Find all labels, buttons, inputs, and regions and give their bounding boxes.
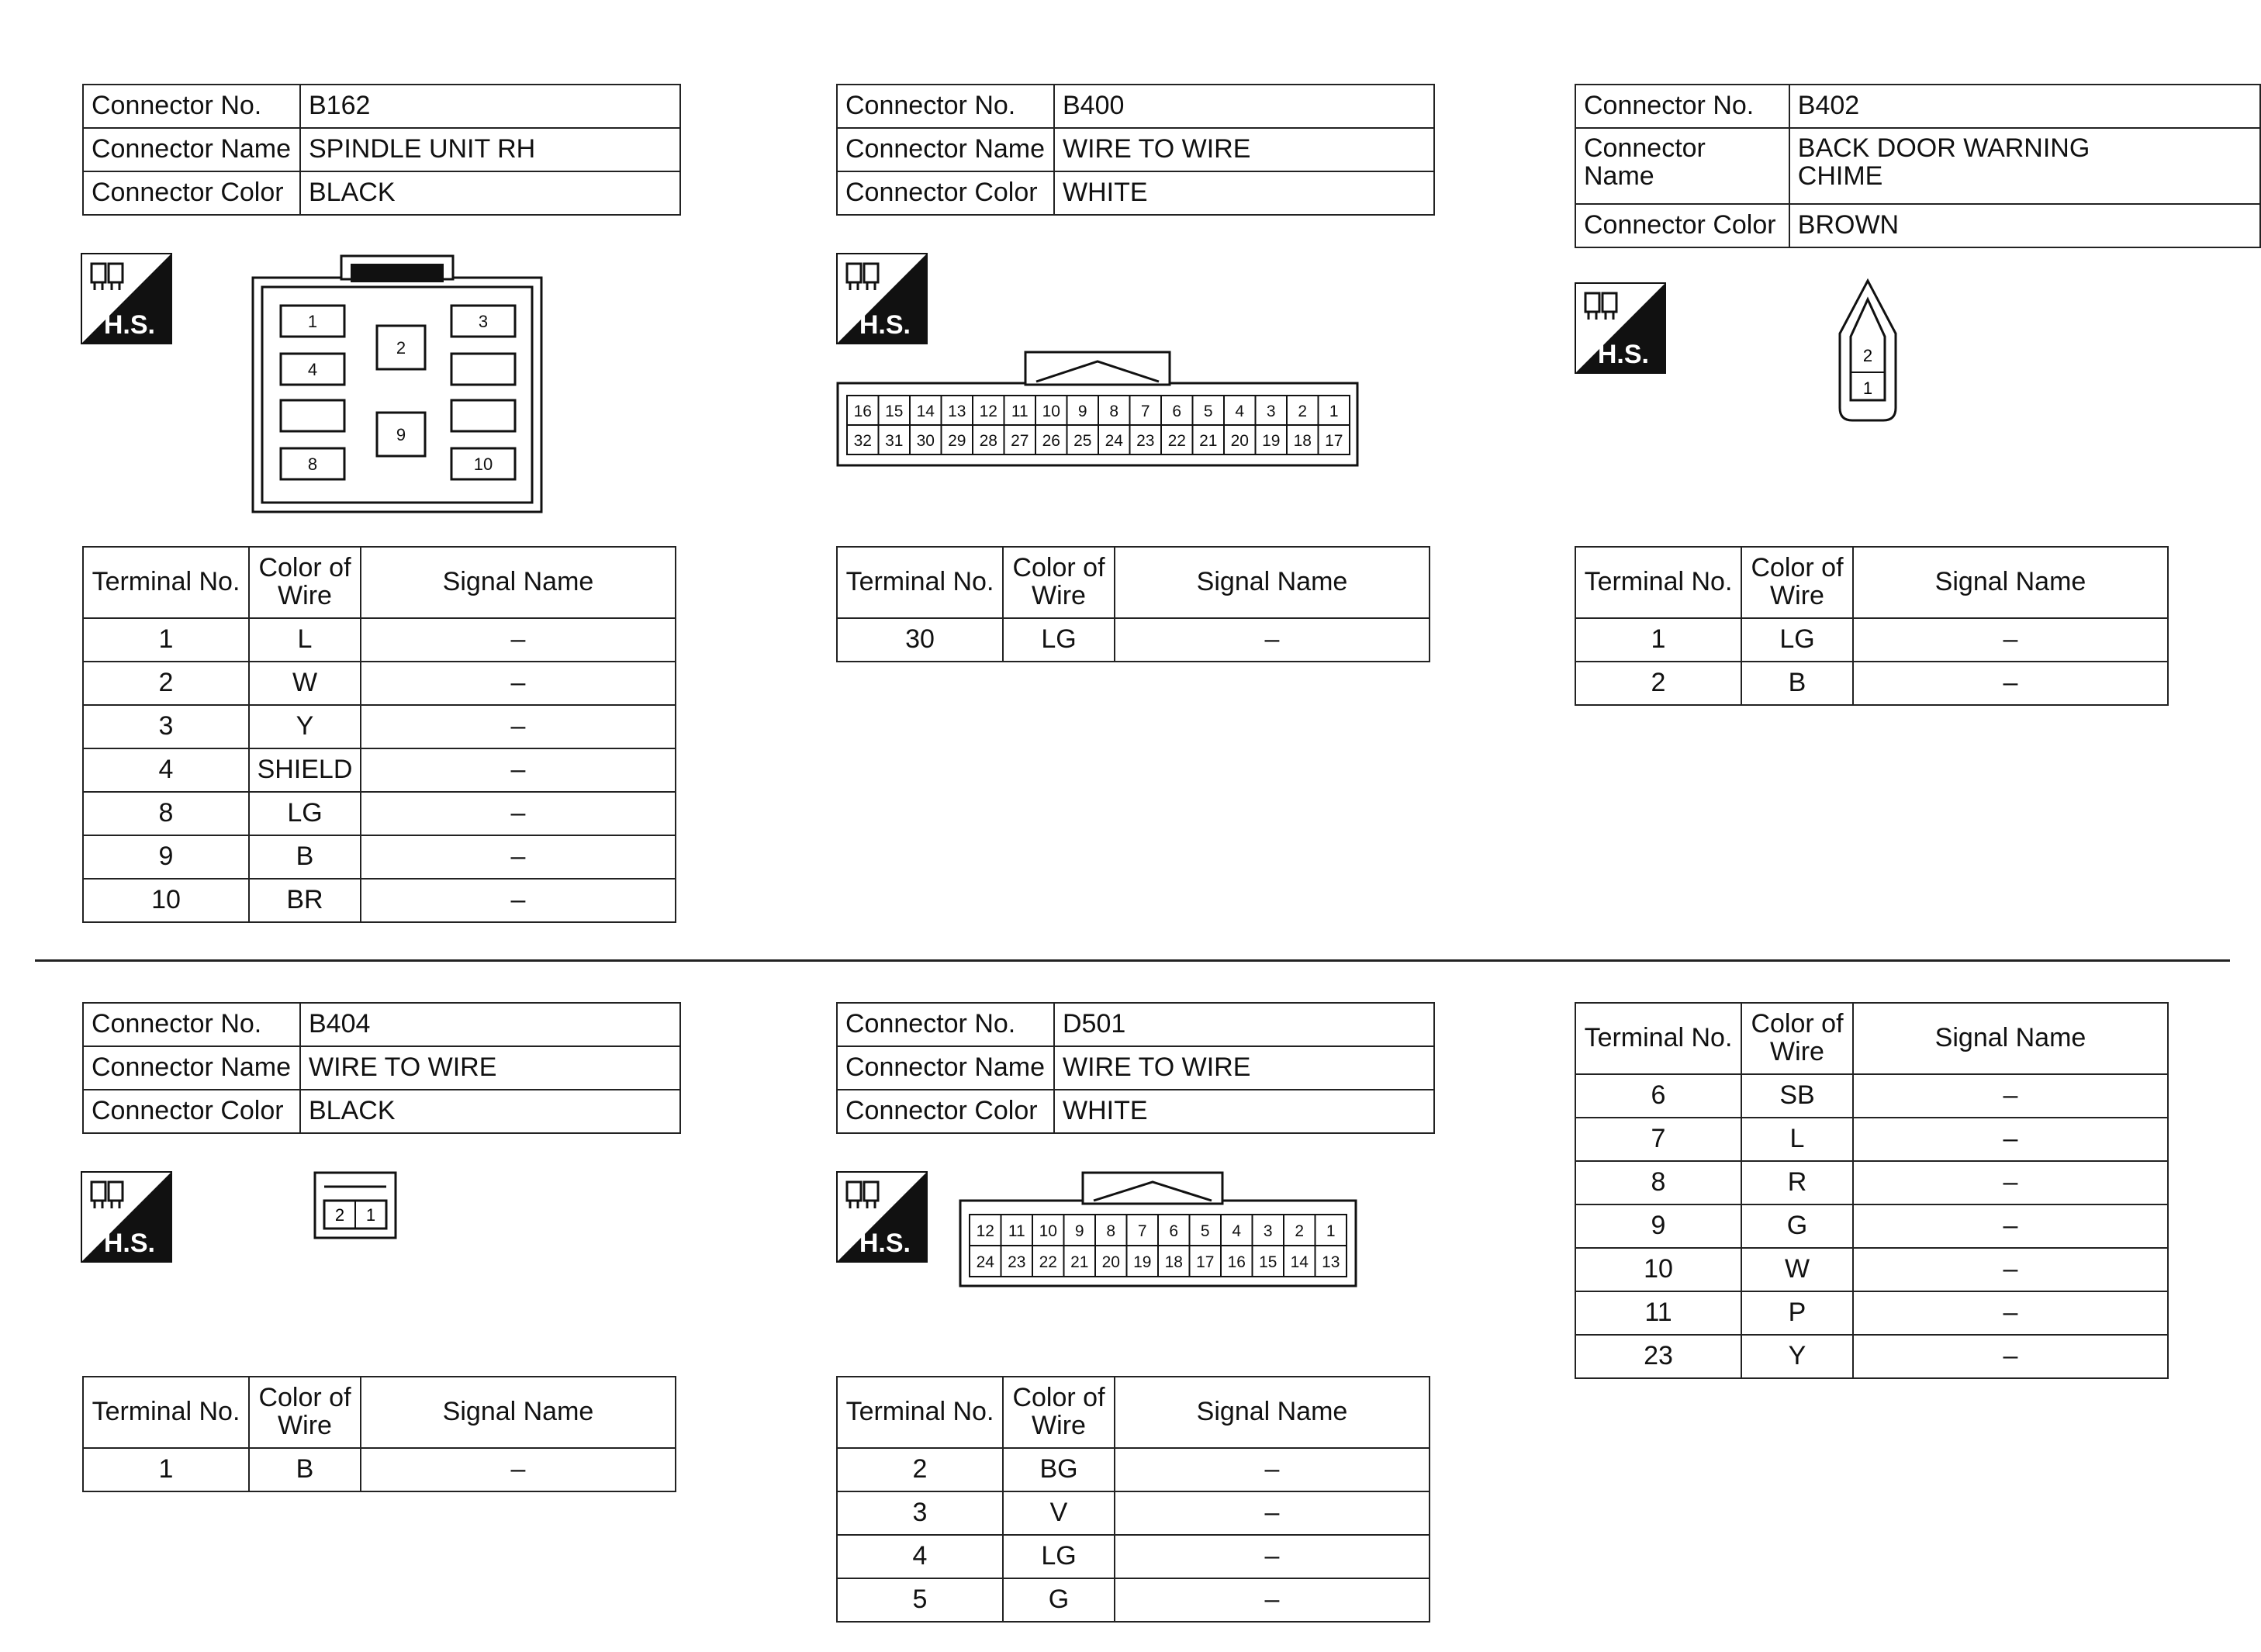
table-row [1575,618,2168,662]
connector-no-label: Connector No. [83,85,300,128]
pin-label: 1 [1326,1222,1336,1240]
pin-label: 1 [307,312,318,331]
terminal-no-cell: 5 [837,1578,1003,1622]
pin-label: 23 [1136,432,1155,450]
pin-label: 3 [478,312,489,331]
connector-info-b162 [82,84,681,216]
harness-side-icon [836,253,928,344]
signal-name-cell: – [1853,662,2168,705]
col-wire-color-header: Color of Wire [1741,547,1853,618]
signal-name-cell: – [1853,1248,2168,1291]
pin-label: 2 [396,338,406,358]
pin-label: 10 [1042,403,1060,420]
pin-label: 8 [1109,403,1119,420]
pin-label: 11 [1008,1222,1025,1240]
terminal-no-cell: 3 [83,705,249,748]
connector-no-value: B162 [300,85,680,128]
pin-label: 21 [1070,1253,1089,1271]
pin-label: 7 [1137,1222,1147,1240]
col-signal-header: Signal Name [361,547,676,618]
pin-label: 18 [1164,1253,1183,1271]
wire-color-cell: SHIELD [249,748,361,792]
pin-label: 15 [885,403,904,420]
connector-info-b400 [836,84,1435,216]
connector-color-label: Connector Color [837,171,1054,215]
connector-color-value: BROWN [1789,204,2260,247]
pin-label: 14 [916,403,935,420]
col-signal-header: Signal Name [1853,1003,2168,1074]
table-row [83,618,676,662]
terminal-table-b404 [82,1376,676,1492]
signal-name-cell: – [361,748,676,792]
hs-label: H.S. [103,310,155,340]
pin-label: 1 [1862,378,1873,398]
col-signal-header: Signal Name [1853,547,2168,618]
pin-label: 1 [1329,403,1339,420]
connector-color-label: Connector Color [83,171,300,215]
wire-color-cell: B [249,1448,361,1491]
harness-side-icon [1575,282,1666,374]
pin-label: 29 [948,432,966,450]
connector-name-value: BACK DOOR WARNING CHIME [1789,128,2260,204]
pin-label: 21 [1199,432,1218,450]
pin-label: 24 [1105,432,1123,450]
terminal-no-cell: 11 [1575,1291,1741,1335]
connector-color-value: BLACK [300,171,680,215]
pin-label: 12 [979,403,997,420]
wire-color-cell: L [249,618,361,662]
harness-side-icon [81,1171,172,1263]
col-wire-color-header: Color of Wire [249,547,361,618]
harness-side-icon [81,253,172,344]
col-signal-header: Signal Name [1115,547,1430,618]
table-row [837,1535,1430,1578]
table-row [83,879,676,922]
connector-name-label: Connector Name [83,128,300,171]
hs-label: H.S. [1597,340,1649,369]
terminal-no-cell: 9 [1575,1204,1741,1248]
signal-name-cell: – [361,618,676,662]
pin-label: 16 [1227,1253,1246,1271]
connector-no-label: Connector No. [837,1003,1054,1046]
pin-label: 2 [1295,1222,1305,1240]
wire-color-cell: SB [1741,1074,1853,1118]
pin-label: 12 [976,1222,994,1240]
connector-color-label: Connector Color [1575,204,1789,247]
signal-name-cell: – [1853,618,2168,662]
col-wire-color-header: Color of Wire [1003,1377,1115,1448]
wire-color-cell: BG [1003,1448,1115,1491]
signal-name-cell: – [1115,1535,1430,1578]
pin-label: 22 [1167,432,1186,450]
terminal-no-cell: 10 [83,879,249,922]
table-row [837,1491,1430,1535]
connector-info-b402 [1575,84,2261,248]
wire-color-cell: B [1741,662,1853,705]
table-row [1575,662,2168,705]
wire-color-cell: LG [249,792,361,835]
connector-name-value: SPINDLE UNIT RH [300,128,680,171]
wire-color-cell: Y [1741,1335,1853,1378]
col-terminal-header: Terminal No. [1575,1003,1741,1074]
connector-name-value: WIRE TO WIRE [1054,1046,1434,1090]
pin-label: 18 [1293,432,1312,450]
terminal-no-cell: 10 [1575,1248,1741,1291]
signal-name-cell: – [361,879,676,922]
terminal-no-cell: 2 [1575,662,1741,705]
wire-color-cell: BR [249,879,361,922]
table-row [83,748,676,792]
terminal-no-cell: 8 [1575,1161,1741,1204]
pin-label: 2 [1862,346,1873,365]
pin-label: 4 [1235,403,1245,420]
wire-color-cell: Y [249,705,361,748]
pin-label: 23 [1008,1253,1026,1271]
hs-label: H.S. [859,1229,911,1258]
signal-name-cell: – [361,835,676,879]
wire-color-cell: B [249,835,361,879]
pin-label: 17 [1325,432,1343,450]
col-terminal-header: Terminal No. [83,1377,249,1448]
pin-label: 9 [1077,403,1087,420]
signal-name-cell: – [361,792,676,835]
terminal-no-cell: 3 [837,1491,1003,1535]
harness-side-icon [836,1171,928,1263]
pin-label: 26 [1042,432,1060,450]
connector-color-value: BLACK [300,1090,680,1133]
col-terminal-header: Terminal No. [837,1377,1003,1448]
pin-label: 4 [307,360,318,379]
pin-label: 19 [1133,1253,1152,1271]
terminal-no-cell: 30 [837,618,1003,662]
wire-color-cell: R [1741,1161,1853,1204]
connector-no-value: B400 [1054,85,1434,128]
terminal-no-cell: 1 [1575,618,1741,662]
pin-label: 5 [1200,1222,1210,1240]
connector-name-label: Connector Name [837,128,1054,171]
col-signal-header: Signal Name [361,1377,676,1448]
pin-label: 25 [1073,432,1092,450]
col-signal-header: Signal Name [1115,1377,1430,1448]
pin-label: 27 [1011,432,1029,450]
pin-label: 30 [916,432,935,450]
col-terminal-header: Terminal No. [83,547,249,618]
pin-label: 13 [948,403,966,420]
col-terminal-header: Terminal No. [837,547,1003,618]
signal-name-cell: – [1853,1291,2168,1335]
signal-name-cell: – [1853,1118,2168,1161]
pin-label: 5 [1203,403,1213,420]
signal-name-cell: – [1853,1335,2168,1378]
pin-label: 8 [307,454,318,474]
wire-color-cell: W [1741,1248,1853,1291]
signal-name-cell: – [361,705,676,748]
table-row [83,705,676,748]
pin-label: 19 [1262,432,1281,450]
connector-name-value: WIRE TO WIRE [1054,128,1434,171]
connector-no-value: B404 [300,1003,680,1046]
signal-name-cell: – [361,1448,676,1491]
table-row [1575,1161,2168,1204]
connector-face-b402 [1835,278,1900,425]
connector-info-b404 [82,1002,681,1134]
table-row [1575,1248,2168,1291]
section-divider [35,959,2230,962]
pin-label: 32 [853,432,872,450]
table-row [1575,1074,2168,1118]
terminal-no-cell: 9 [83,835,249,879]
terminal-table-b162 [82,546,676,923]
connector-no-label: Connector No. [1575,85,1789,128]
table-row [83,835,676,879]
pin-label: 2 [1298,403,1308,420]
wire-color-cell: V [1003,1491,1115,1535]
pin-label: 31 [885,432,904,450]
signal-name-cell: – [1115,1448,1430,1491]
table-row [837,1578,1430,1622]
connector-info-d501 [836,1002,1435,1134]
connector-no-label: Connector No. [83,1003,300,1046]
connector-no-value: B402 [1789,85,2260,128]
table-row [83,662,676,705]
hs-label: H.S. [859,310,911,340]
wire-color-cell: LG [1741,618,1853,662]
connector-name-label: Connector Name [83,1046,300,1090]
signal-name-cell: – [1853,1204,2168,1248]
pin-label: 28 [979,432,997,450]
connector-name-label: Connector Name [837,1046,1054,1090]
terminal-no-cell: 6 [1575,1074,1741,1118]
pin-label: 10 [1039,1222,1057,1240]
pin-label: 3 [1263,1222,1273,1240]
terminal-no-cell: 8 [83,792,249,835]
pin-label: 4 [1232,1222,1242,1240]
col-wire-color-header: Color of Wire [249,1377,361,1448]
pin-label: 1 [365,1205,376,1225]
pin-label: 2 [334,1205,345,1225]
table-row [1575,1291,2168,1335]
pin-label: 9 [1074,1222,1084,1240]
connector-name-label: Connector Name [1575,128,1789,204]
terminal-no-cell: 23 [1575,1335,1741,1378]
signal-name-cell: – [1115,1491,1430,1535]
terminal-table-b400 [836,546,1430,662]
signal-name-cell: – [361,662,676,705]
wire-color-cell: W [249,662,361,705]
terminal-no-cell: 1 [83,618,249,662]
pin-label: 16 [853,403,872,420]
table-row [83,1448,676,1491]
connector-color-label: Connector Color [83,1090,300,1133]
col-terminal-header: Terminal No. [1575,547,1741,618]
pin-label: 24 [976,1253,994,1271]
pin-label: 15 [1259,1253,1277,1271]
terminal-no-cell: 1 [83,1448,249,1491]
terminal-table-d501 [836,1376,1430,1623]
pin-label: 20 [1101,1253,1120,1271]
connector-face-b404 [313,1171,399,1241]
connector-face-d501 [959,1170,1359,1289]
wire-color-cell: L [1741,1118,1853,1161]
pin-label: 9 [396,425,406,444]
connector-color-value: WHITE [1054,171,1434,215]
connector-color-value: WHITE [1054,1090,1434,1133]
signal-name-cell: – [1853,1074,2168,1118]
table-row [83,792,676,835]
terminal-no-cell: 2 [83,662,249,705]
terminal-no-cell: 7 [1575,1118,1741,1161]
connector-no-label: Connector No. [837,85,1054,128]
terminal-no-cell: 2 [837,1448,1003,1491]
table-row [1575,1335,2168,1378]
table-row [837,1448,1430,1491]
terminal-no-cell: 4 [83,748,249,792]
table-row [1575,1118,2168,1161]
wire-color-cell: LG [1003,1535,1115,1578]
signal-name-cell: – [1115,618,1430,662]
pin-label: 14 [1290,1253,1309,1271]
pin-label: 13 [1322,1253,1340,1271]
connector-color-label: Connector Color [837,1090,1054,1133]
pin-label: 3 [1266,403,1276,420]
pin-label: 22 [1039,1253,1057,1271]
connector-face-b162 [250,253,546,517]
terminal-table-d501-continued [1575,1002,2169,1379]
pin-label: 6 [1172,403,1182,420]
pin-label: 10 [473,454,493,474]
wire-color-cell: P [1741,1291,1853,1335]
wire-color-cell: LG [1003,618,1115,662]
connector-no-value: D501 [1054,1003,1434,1046]
pin-label: 6 [1169,1222,1179,1240]
wire-color-cell: G [1741,1204,1853,1248]
pin-label: 8 [1106,1222,1116,1240]
hs-label: H.S. [103,1229,155,1258]
col-wire-color-header: Color of Wire [1741,1003,1853,1074]
pin-label: 20 [1230,432,1249,450]
terminal-no-cell: 4 [837,1535,1003,1578]
connector-face-b400 [836,349,1360,468]
pin-label: 11 [1011,403,1029,420]
signal-name-cell: – [1853,1161,2168,1204]
pin-label: 17 [1196,1253,1215,1271]
table-row [837,618,1430,662]
wire-color-cell: G [1003,1578,1115,1622]
terminal-table-b402 [1575,546,2169,706]
signal-name-cell: – [1115,1578,1430,1622]
table-row [1575,1204,2168,1248]
pin-label: 7 [1140,403,1150,420]
connector-name-value: WIRE TO WIRE [300,1046,680,1090]
col-wire-color-header: Color of Wire [1003,547,1115,618]
